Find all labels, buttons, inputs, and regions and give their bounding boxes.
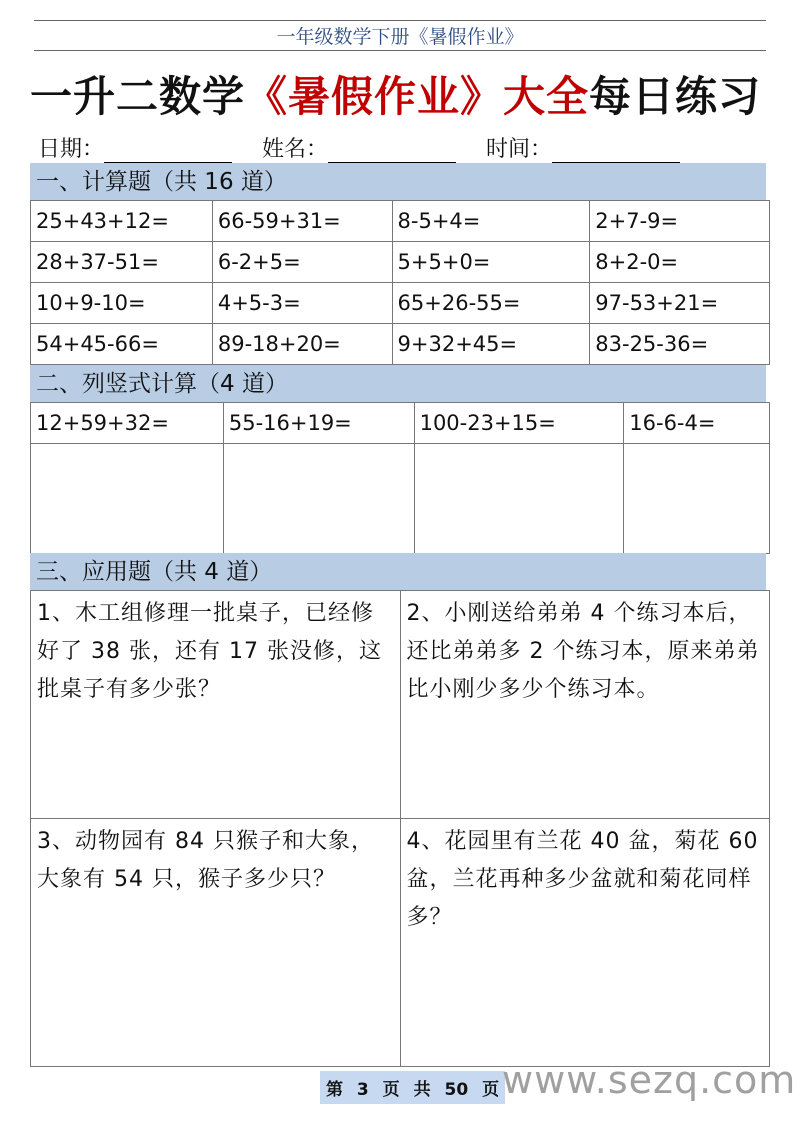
title-part2: 《暑假作业》大全 [245,72,590,121]
calc-problem: 8-5+4= [392,201,590,242]
calc-problem: 25+43+12= [31,201,213,242]
calc-problem: 5+5+0= [392,242,590,283]
word-problem: 1、木工组修理一批桌子，已经修好了 38 张，还有 17 张没修，这批桌子有多少张？ [31,591,401,819]
word-problem: 3、动物园有 84 只猴子和大象，大象有 54 只，猴子多少只？ [31,819,401,1067]
calc-problem: 8+2-0= [590,242,770,283]
calc-problem: 66-59+31= [212,201,392,242]
work-area[interactable] [223,444,414,554]
date-label: 日期： [38,137,105,162]
vertical-calc-table [30,402,770,554]
table-row [31,242,770,283]
calc-problem: 83-25-36= [590,324,770,365]
work-area[interactable] [31,444,224,554]
calc-problem: 10+9-10= [31,283,213,324]
section1-heading: 一、计算题（共 16 道） [30,163,766,200]
table-row [31,283,770,324]
table-row [31,324,770,365]
page-number: 第 3 页 共 50 页 [320,1071,505,1104]
table-row [31,201,770,242]
calc-problem: 65+26-55= [392,283,590,324]
calc-problem: 9+32+45= [392,324,590,365]
header-subtitle: 一年级数学下册《暑假作业》 [276,26,524,48]
date-field[interactable] [104,137,232,163]
student-info-form [38,132,758,163]
name-label: 姓名： [262,137,329,162]
title-part1: 一升二数学 [30,72,246,121]
vertical-problem: 12+59+32= [31,403,224,444]
work-area[interactable] [414,444,624,554]
word-problem: 4、花园里有兰花 40 盆，菊花 60 盆，兰花再种多少盆就和菊花同样多？ [400,819,770,1067]
page-title [30,64,761,124]
calc-problem: 4+5-3= [212,283,392,324]
calculation-table [30,200,770,365]
header-bottom-rule [34,50,766,51]
header-top-rule [34,20,766,21]
vertical-problem: 16-6-4= [624,403,770,444]
time-label: 时间： [486,137,553,162]
calc-problem: 6-2+5= [212,242,392,283]
vertical-problem: 55-16+19= [223,403,414,444]
word-problem: 2、小刚送给弟弟 4 个练习本后，还比弟弟多 2 个练习本，原来弟弟比小刚少多少个练习本。 [400,591,770,819]
calc-problem: 89-18+20= [212,324,392,365]
work-area[interactable] [624,444,770,554]
title-part3: 每日练习 [589,72,762,121]
calc-problem: 2+7-9= [590,201,770,242]
time-field[interactable] [552,137,680,163]
calc-problem: 28+37-51= [31,242,213,283]
name-field[interactable] [328,137,456,163]
vertical-problem: 100-23+15= [414,403,624,444]
word-problems-table [30,590,770,1067]
calc-problem: 97-53+21= [590,283,770,324]
watermark: www.sezq.com [502,1058,797,1102]
section3-heading: 三、应用题（共 4 道） [30,553,766,590]
section2-heading: 二、列竖式计算（4 道） [30,365,766,402]
calc-problem: 54+45-66= [31,324,213,365]
